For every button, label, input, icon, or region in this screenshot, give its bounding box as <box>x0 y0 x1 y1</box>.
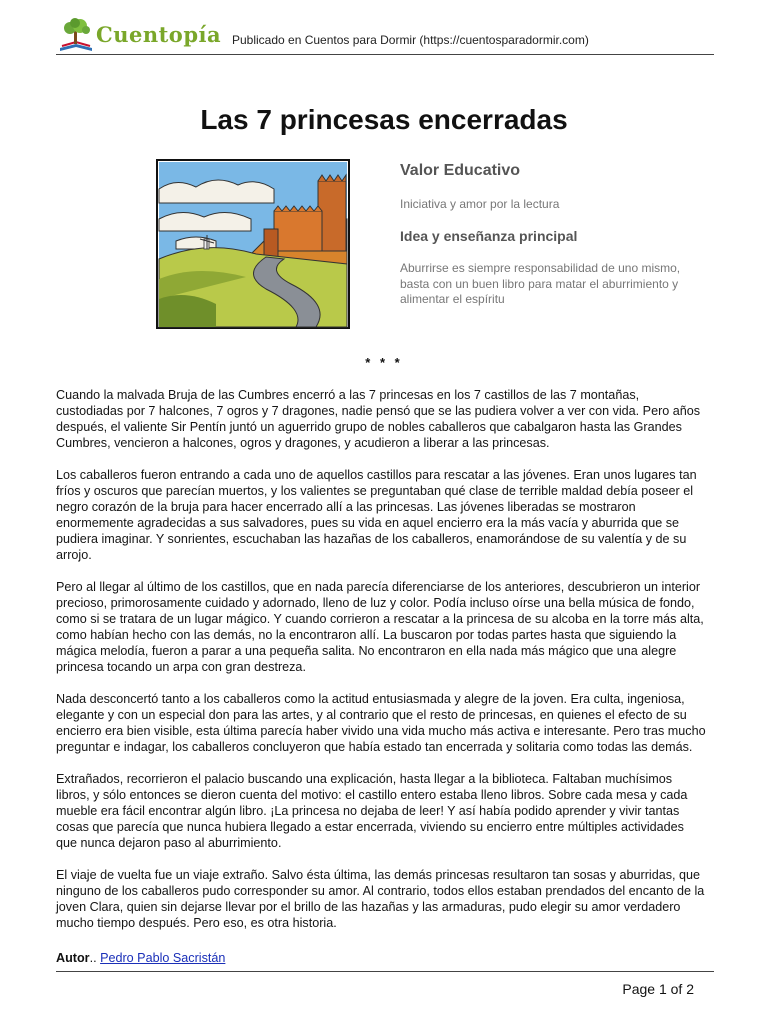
story-paragraph: Extrañados, recorrieron el palacio buscando una explicación, hasta llegar a la biblioteca. Faltaban muchísimos libros, y sólo entonces se dieron cuenta del motivo: el castillo entero estaba lleno libros. Sobre cada mesa y cada mueble era fácil encontrar algún libro. ¡La princesa no dejaba de leer! Y así había podido aprender y vivir tantas cosas que parecía que nunca hubiera llegado a estar encerrada, viviendo su encierro entre múltiples actividades que nunca dejaron paso al aburrimiento. <box>56 772 688 850</box>
main-idea-text: Aburrirse es siempre responsabilidad de uno mismo, basta con un buen libro para matar el aburrimiento y alimentar el espíritu <box>400 261 681 306</box>
published-in-text: Publicado en Cuentos para Dormir (https://cuentosparadormir.com) <box>232 33 589 47</box>
story-paragraph: Cuando la malvada Bruja de las Cumbres encerró a las 7 princesas en los 7 castillos de las 7 montañas, custodiadas por 7 halcones, 7 ogros y 7 dragones, nadie pensó que se las pudiera volver a ver con vida. Pero años después, el valiente Sir Pentín juntó un aguerrido grupo de nobles caballeros que cabalgaron hasta las Grandes Cumbres, vencieron a halcones, ogros y dragones, y acudieron a liberar a las princesas. <box>56 388 701 450</box>
castle-landscape-illustration <box>156 159 350 329</box>
author-label: Autor <box>56 951 90 965</box>
story-paragraph: Los caballeros fueron entrando a cada uno de aquellos castillos para rescatar a las jóvenes. Eran unos lugares tan fríos y oscuros que parecían muertos, y los valientes se preguntaban qué clase de terrible maldad debía poseer el negro corazón de la bruja para hacer encerrado allí a las princesas. Las jóvenes liberadas se mostraron enormemente agradecidas a sus salvadores, pues su vida en aquel encierro era la más vacía y aburrida que se pudiera imaginar. Y sonrientes, escuchaban las hazañas de los caballeros, enamorándose de su valentía y de su arrojo. <box>56 468 697 562</box>
author-line <box>56 951 225 965</box>
story-paragraph: Nada desconcertó tanto a los caballeros como la actitud entusiasmada y alegre de la joven. Era culta, ingeniosa, elegante y con un especial don para las artes, y al contrario que el resto de princesas, en quienes el efecto de su encierro era bien visible, esta última parecía haber vivido una vida mucho más activa e interesante. Pero tras mucho preguntar e indagar, los caballeros concluyeron que había estado tan encerrada y solitaria como todas las demás. <box>56 692 706 754</box>
educational-value-text: Iniciativa y amor por la lectura <box>400 197 560 211</box>
story-body <box>56 387 708 947</box>
page-header <box>56 18 714 54</box>
main-idea-heading: Idea y enseñanza principal <box>400 228 578 244</box>
story-paragraph: El viaje de vuelta fue un viaje extraño. Salvo ésta última, las demás princesas resultaron tan sosas y aburridas, que ninguno de los caballeros pudo corresponder su amor. Al contrario, todos ellos estaban prendados del encanto de la joven Clara, quien sin dejarse llevar por el brillo de las hazañas y las armaduras, pudo elegir su amor verdadero mucho tiempo después. Pero eso, es otra historia. <box>56 868 705 930</box>
header-divider <box>56 54 714 55</box>
story-paragraph: Pero al llegar al último de los castillos, que en nada parecía diferenciarse de los anteriores, descubrieron un interior precioso, primorosamente cuidado y adornado, lleno de luz y color. Podía incluso oírse una bella música de fondo, como si se tratara de un lugar mágico. Y cuando corrieron a rescatar a la princesa de su alcoba en la torre más alta, como habían hecho con las demás, no la encontraron allí. La buscaron por todas partes hasta que siguiendo la mágica melodía, fueron a parar a una pequeña salita. No encontraron en ella nada más mágico que una alegre princesa tocando un arpa con gran destreza. <box>56 580 704 674</box>
cuentopia-logo[interactable] <box>56 18 222 54</box>
section-separator: * * * <box>365 355 403 370</box>
page-number: Page 1 of 2 <box>622 981 694 997</box>
author-link[interactable]: Pedro Pablo Sacristán <box>100 951 226 965</box>
book-tree-icon <box>56 18 96 54</box>
story-sidebar <box>400 162 700 308</box>
story-title: Las 7 princesas encerradas <box>200 104 568 135</box>
footer-divider <box>56 971 714 972</box>
educational-value-heading: Valor Educativo <box>400 162 521 179</box>
author-separator: .. <box>89 951 97 965</box>
logo-text: Cuentopía <box>96 22 222 47</box>
